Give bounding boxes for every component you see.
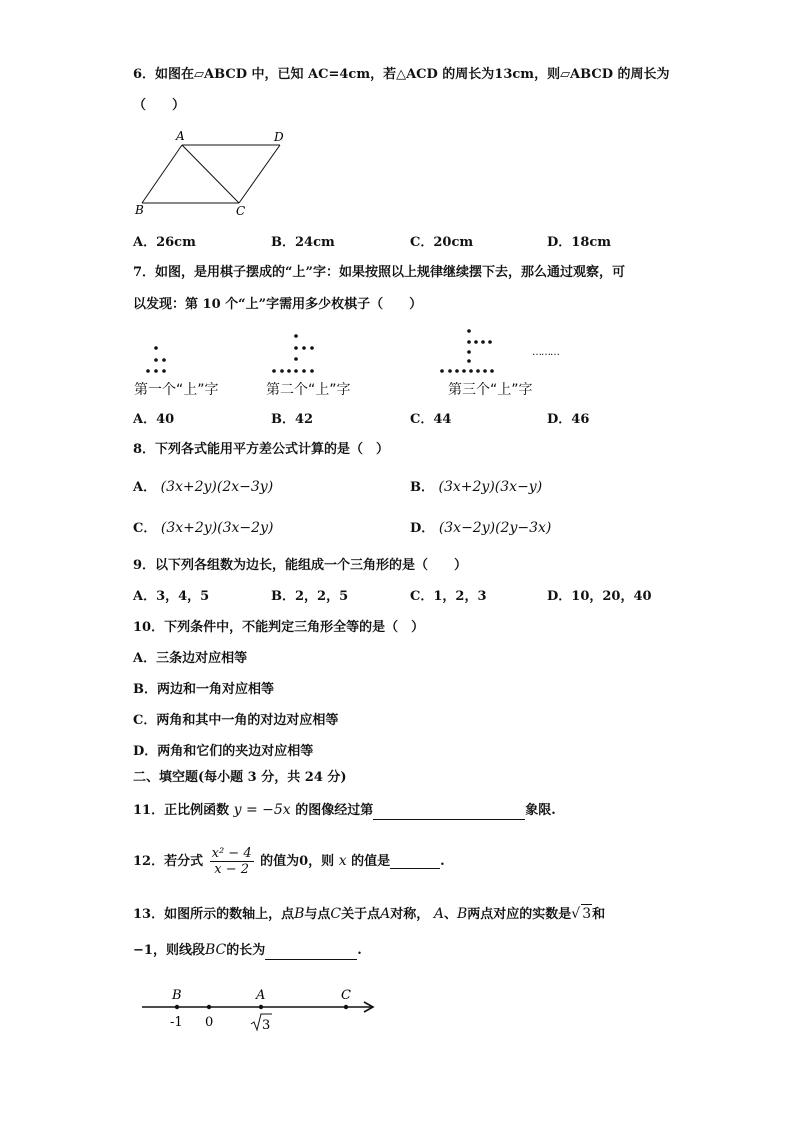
q13-segment-bc: BC <box>204 942 227 958</box>
q9-option-d: D．10，20，40 <box>547 589 652 604</box>
q8-option-b-expr: (3x+2y)(3x−y) <box>438 479 543 495</box>
q13-axis-tick-minus1: -1 <box>170 1015 183 1030</box>
q9-stem: 9．以下列各组数为边长，能组成一个三角形的是（ ） <box>133 558 468 573</box>
q13-point-b: B <box>294 906 305 922</box>
q8-option-b <box>410 478 542 497</box>
q8-option-b-label: B． <box>410 480 434 495</box>
q10-option-d: D．两角和它们的夹边对应相等 <box>133 744 314 759</box>
q7-dot-pattern-2 <box>270 330 330 376</box>
q12-fraction <box>210 846 254 877</box>
q13-line2-a: −1，则线段 <box>133 943 205 958</box>
q11-prefix: 11．正比例函数 <box>133 803 230 818</box>
q13-line1: 13．如图所示的数轴上，点B与点C关于点A对称， A、B两点对应的实数是√ 3和 <box>133 906 606 922</box>
q8-option-d <box>410 519 551 538</box>
q8-option-d-label: D． <box>410 521 435 536</box>
q10-stem: 10．下列条件中，不能判定三角形全等的是（ ） <box>133 620 425 635</box>
q12-middle2: 的值是 <box>351 854 391 869</box>
q6-stem-line1: 6．如图在▱ABCD 中，已知 AC=4cm，若△ACD 的周长为13cm，则▱ABCD 的周长为 <box>133 67 670 82</box>
q9-option-a: A．3，4，5 <box>133 589 210 604</box>
q9-option-c: C．1，2，3 <box>410 589 487 604</box>
q13-point-b2: B <box>456 906 468 922</box>
q8-option-a-expr: (3x+2y)(2x−3y) <box>160 479 274 495</box>
q7-dot-pattern-3 <box>438 326 508 376</box>
q8-option-c <box>133 519 273 538</box>
q13-line2-c: . <box>357 943 362 958</box>
q13-number-line-figure <box>140 982 380 1034</box>
q9-option-b: B．2，2，5 <box>271 589 349 604</box>
q6-option-c: C．20cm <box>410 235 474 250</box>
q13-line1-e: 两点对应的实数是 <box>467 907 572 922</box>
q6-option-a: A．26cm <box>133 235 196 250</box>
q11-answer-blank[interactable] <box>373 805 525 820</box>
q11-middle: 的图像经过第 <box>295 803 374 818</box>
q10-option-b: B．两边和一角对应相等 <box>133 682 274 697</box>
q6-option-d: D．18cm <box>547 235 612 250</box>
q6-label-d: D <box>274 130 284 144</box>
q7-stem-line2: 以发现：第 10 个“上”字需用多少枚棋子（ ） <box>133 297 423 312</box>
q7-option-b: B．42 <box>271 412 314 427</box>
q11-expr: y = −5x <box>233 802 291 818</box>
q13-axis-label-b: B <box>172 988 182 1003</box>
q13-line1-a: 13．如图所示的数轴上，点 <box>133 907 295 922</box>
q13-line1-f: 和 <box>592 907 606 922</box>
q10-option-a: A．三条边对应相等 <box>133 651 248 666</box>
q13-axis-tick-sqrt3: 3 <box>262 1018 271 1033</box>
q7-ellipsis: ……… <box>532 347 559 358</box>
q7-option-d: D．46 <box>547 412 590 427</box>
q13-point-a: A <box>380 906 391 922</box>
q13-answer-blank[interactable] <box>265 945 357 960</box>
q7-option-c: C．44 <box>410 412 452 427</box>
q7-caption-1: 第一个“上”字 <box>134 382 219 398</box>
q8-option-a <box>133 478 273 497</box>
q12-prefix: 12．若分式 <box>133 854 204 869</box>
q10-option-c: C．两角和其中一角的对边对应相等 <box>133 713 339 728</box>
q12 <box>133 843 445 880</box>
q8-option-d-expr: (3x−2y)(2y−3x) <box>438 520 552 536</box>
q6-parallelogram-figure <box>130 128 300 220</box>
q13-point-c: C <box>330 906 342 922</box>
q7-stem-line1: 7．如图，是用棋子摆成的“上”字：如果按照以上规律继续摆下去，那么通过观察，可 <box>133 265 626 280</box>
q13-axis-label-a: A <box>256 988 266 1003</box>
q8-option-a-label: A． <box>133 480 157 495</box>
q13-sqrt3-radicand: 3 <box>582 906 592 922</box>
q11-suffix: 象限. <box>525 803 556 818</box>
q6-label-b: B <box>135 203 144 217</box>
q13-sqrt3: √ 3 <box>571 906 592 922</box>
q7-caption-2: 第二个“上”字 <box>266 382 351 398</box>
q7-caption-3: 第三个“上”字 <box>448 382 533 398</box>
q6-stem-line2: （ ） <box>133 98 186 113</box>
q8-stem: 8．下列各式能用平方差公式计算的是（ ） <box>133 442 390 457</box>
q13-point-a2: A <box>433 906 444 922</box>
q7-option-a: A．40 <box>133 412 175 427</box>
q13-line1-d: 对称， <box>390 907 430 922</box>
q13-line2-b: 的长为 <box>226 943 266 958</box>
q12-middle: 的值为0，则 <box>260 854 335 869</box>
q8-option-c-label: C． <box>133 521 157 536</box>
q12-fraction-numerator: x² − 4 <box>211 846 252 861</box>
section-title: 二、填空题(每小题 3 分，共 24 分) <box>133 770 347 785</box>
q13-line2 <box>133 941 362 960</box>
q12-var: x <box>338 853 347 869</box>
q11 <box>133 801 556 820</box>
q13-axis-label-c: C <box>341 988 351 1003</box>
q12-suffix: . <box>440 854 445 869</box>
q13-line1-c: 关于点 <box>341 907 381 922</box>
q6-label-a: A <box>176 129 185 143</box>
q12-answer-blank[interactable] <box>390 854 440 869</box>
q6-option-b: B．24cm <box>271 235 335 250</box>
q12-fraction-denominator: x − 2 <box>214 862 249 877</box>
q8-option-c-expr: (3x+2y)(3x−2y) <box>160 520 274 536</box>
q7-dot-pattern-1 <box>140 340 180 376</box>
q6-label-c: C <box>236 204 246 218</box>
q13-line1-b: 与点 <box>304 907 331 922</box>
q13-axis-tick-zero: 0 <box>205 1015 214 1030</box>
